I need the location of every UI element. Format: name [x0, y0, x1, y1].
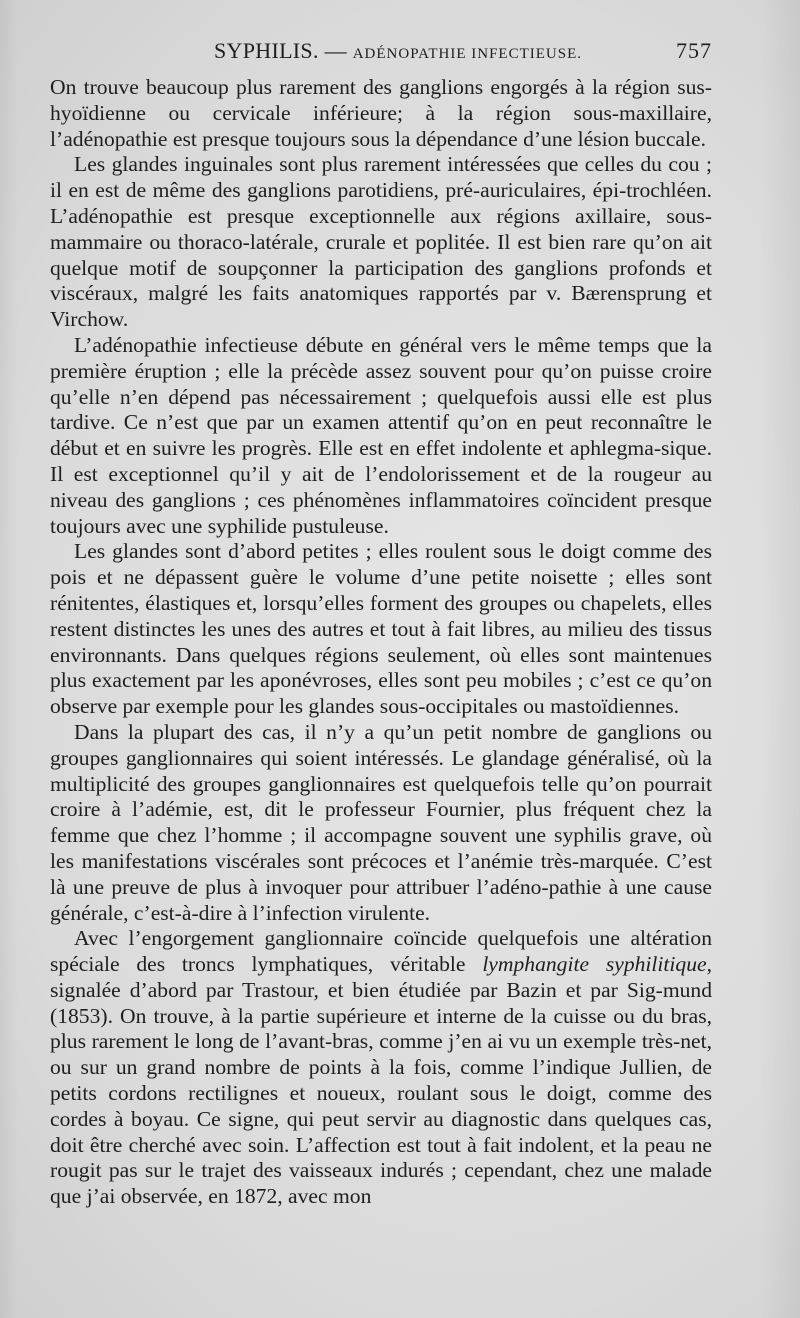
paragraph-4: Les glandes sont d’abord petites ; elles roulent sous le doigt comme des pois et ne dépassent guère le volume d’une petite noisette ; elles sont rénitentes, élastiques et, lorsqu’elles forment des groupes ou chapelets, elles restent distinctes les unes des autres et tout à fait libres, au milieu des tissus environnants. Dans quelques régions seulement, où elles sont maintenues plus exactement par les aponévroses, elles sont peu mobiles ; c’est ce qu’on observe par exemple pour les glandes sous-occipitales ou mastoïdiennes.: [50, 539, 712, 719]
paragraph-3: L’adénopathie infectieuse débute en général vers le même temps que la première éruption ; elle la précède assez souvent pour qu’on puisse croire qu’elle n’en dépend pas nécessairement ; quelquefois aussi elle est plus tardive. Ce n’est que par un examen attentif qu’on en peut reconnaître le début et en suivre les progrès. Elle est en effet indolente et aphlegma-sique. Il est exceptionnel qu’il y ait de l’endolorissement et de la rougeur au niveau des ganglions ; ces phénomènes inflammatoires coïncident presque toujours avec une syphilide pustuleuse.: [50, 332, 712, 538]
paragraph-1: On trouve beaucoup plus rarement des ganglions engorgés à la région sus-hyoïdienne ou cervicale inférieure; à la région sous-maxillaire, l’adénopathie est presque toujours sous la dépendance d’une lésion buccale.: [50, 75, 712, 151]
page-gutter-shadow: [0, 0, 18, 1318]
page-edge-shadow: [760, 0, 800, 1318]
paragraph-2: Les glandes inguinales sont plus rarement intéressées que celles du cou ; il en est de même des ganglions parotidiens, pré-auriculaires, épi-trochléen. L’adénopathie est presque exceptionnelle aux régions axillaire, sous-mammaire ou thoraco-latérale, crurale et poplitée. Il est bien rare qu’on ait quelque motif de soupçonner la participation des ganglions profonds et viscéraux, malgré les faits anatomiques rapportés par v. Bærensprung et Virchow.: [50, 152, 712, 332]
paragraph-5: Dans la plupart des cas, il n’y a qu’un petit nombre de ganglions ou groupes ganglionnaires qui soient intéressés. Le glandage généralisé, où la multiplicité des groupes ganglionnaires est quelquefois telle qu’on pourrait croire à l’adémie, est, dit le professeur Fournier, plus fréquent chez la femme que chez l’homme ; il accompagne souvent une syphilis grave, où les manifestations viscérales sont précoces et l’anémie très-marquée. C’est là une preuve de plus à invoquer pour attribuer l’adéno-pathie à une cause générale, c’est-à-dire à l’infection virulente.: [50, 719, 712, 925]
paragraph-6-italic-term: lymphangite syphilitique: [482, 952, 707, 977]
body-text: [50, 75, 712, 1210]
running-head: [50, 38, 712, 68]
page-number: 757: [676, 38, 712, 63]
paragraph-6-start: Avec l’engorgement ganglionnaire coïncide quelquefois une altération spéciale des troncs lymphatiques, véritable: [50, 926, 712, 977]
running-title-dash: —: [324, 38, 347, 63]
running-title-subtitle: ADÉNOPATHIE INFECTIEUSE.: [352, 46, 582, 62]
running-title-main: SYPHILIS.: [214, 38, 319, 63]
paragraph-6-end: , signalée d’abord par Trastour, et bien étudiée par Bazin et par Sig-mund (1853). On trouve, à la partie supérieure et interne de la cuisse ou du bras, plus rarement le long de l’avant-bras, comme j’en ai vu un exemple très-net, ou sur un grand nombre de points à la fois, comme l’indique Jullien, de petits cordons rectilignes et noueux, roulant sous le doigt, comme des cordes à boyau. Ce signe, qui peut servir au diagnostic dans quelques cas, doit être cherché avec soin. L’affection est tout à fait indolent, et la peau ne rougit pas sur le trajet des vaisseaux indurés ; cependant, chez une malade que j’ai observée, en 1872, avec mon: [50, 952, 713, 1209]
running-title: [214, 38, 582, 64]
paragraph-6: [50, 926, 712, 1210]
